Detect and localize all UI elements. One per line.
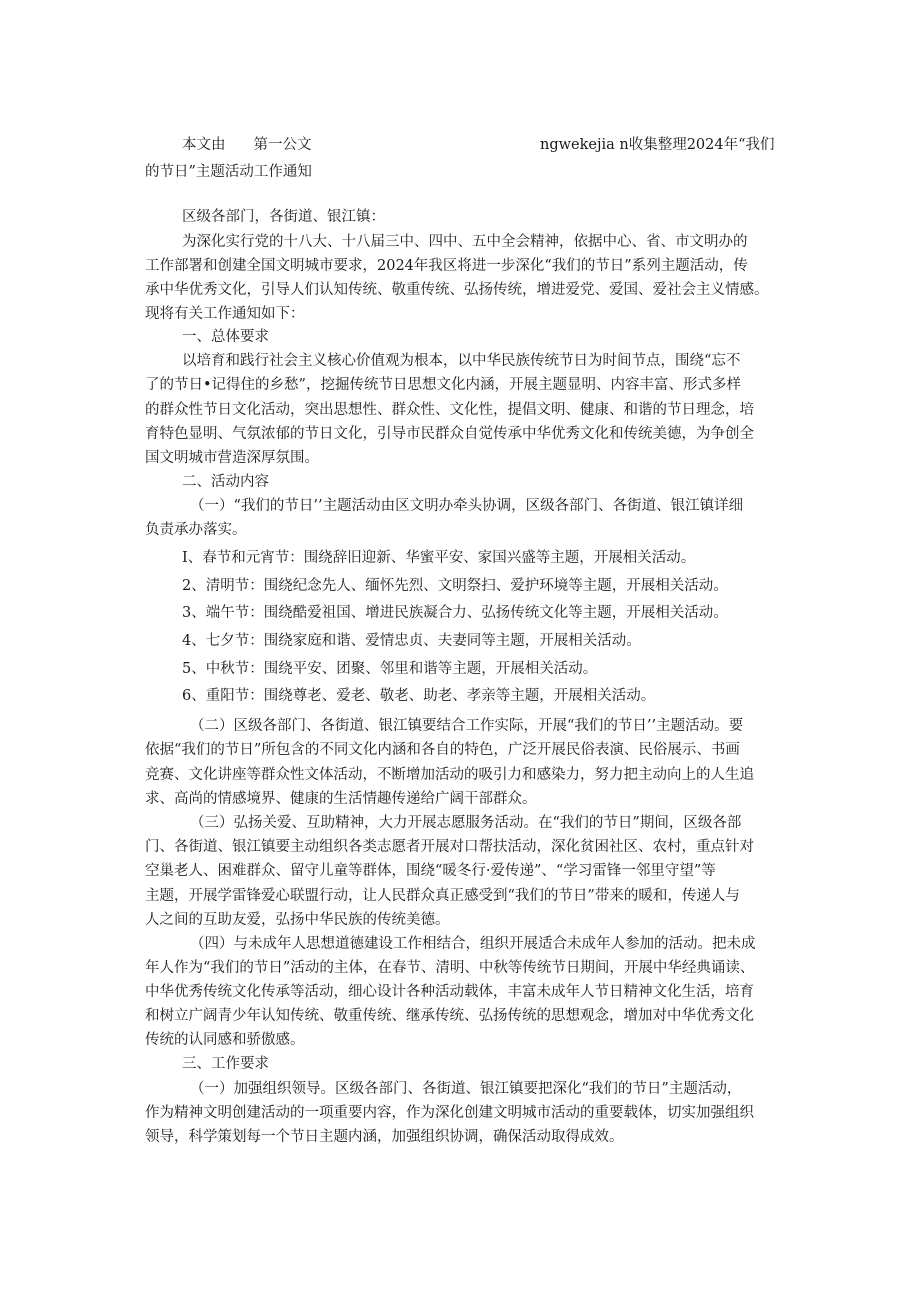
festival-item: 3、端午节：围绕酷爱祖国、增进民族凝合力、弘扬传统文化等主题，开展相关活动。: [182, 605, 728, 621]
salutation: 区级各部门，各街道、银江镇：: [182, 209, 385, 225]
section-heading: 二、活动内容: [182, 474, 269, 490]
intro-line: 现将有关工作通知如下：: [145, 306, 305, 322]
paragraph-line: 求、高尚的情感境界、健康的生活情趣传递给广阔干部群众。: [145, 791, 537, 807]
header-prefix: 本文由: [182, 137, 226, 153]
paragraph-line: 年人作为“我们的节日”活动的主体，在春节、清明、中秋等传统节日期间，开展中华经典诵读、: [145, 960, 755, 976]
festival-item: 5、中秋节：围绕平安、团聚、邻里和谐等主题，开展相关活动。: [182, 661, 598, 677]
paragraph-line: 传统的认同感和骄傲感。: [145, 1032, 305, 1048]
festival-item: 4、七夕节：围绕家庭和谐、爱情忠贞、夫妻同等主题，开展相关活动。: [182, 633, 641, 649]
paragraph-line: 和树立广阔青少年认知传统、敬重传统、继承传统、弘扬传统的思想观念，增加对中华优秀文化: [145, 1008, 754, 1024]
paragraph-line: 领导，科学策划每一个节日主题内涵，加强组织协调，确保活动取得成效。: [145, 1129, 624, 1145]
paragraph-line: （一）“我们的节日’’主题活动由区文明办牵头协调，区级各部门、各街道、银江镇详细: [190, 498, 744, 514]
document-title-line: 的节日”主题活动工作通知: [145, 164, 312, 180]
paragraph-line: 负责承办落实。: [145, 522, 247, 538]
paragraph-line: 育特色显明、气氛浓郁的节日文化，引导市民群众自觉传承中华优秀文化和传统美德，为争创全: [145, 426, 754, 442]
document-header-left: [182, 135, 312, 155]
paragraph-line: 空巢老人、困难群众、留守儿童等群体，围绕“暖冬行·爱传递”、“学习雷锋一邻里守望”等: [145, 863, 716, 879]
section-heading: 一、总体要求: [182, 329, 269, 345]
paragraph-line: （四）与未成年人思想道德建设工作相结合，组织开展适合未成年人参加的活动。把未成: [190, 936, 756, 952]
header-source: 第一公文: [253, 137, 312, 153]
festival-item: I、春节和元宵节：围绕辞旧迎新、华蜜平安、家国兴盛等主题，开展相关活动。: [182, 550, 696, 566]
festival-item: 6、重阳节：围绕尊老、爱老、敬老、助老、孝亲等主题，开展相关活动。: [182, 688, 656, 704]
paragraph-line: 主题，开展学雷锋爱心联盟行动，让人民群众真正感受到“我们的节日”带来的暖和，传递人与: [145, 888, 740, 904]
paragraph-line: 门、各街道、银江镇要主动组织各类志愿者开展对口帮扶活动，深化贫困社区、农村，重点针对: [145, 839, 754, 855]
paragraph-line: 国文明城市营造深厚氛围。: [145, 450, 319, 466]
paragraph-line: （三）弘扬关爱、互助精神，大力开展志愿服务活动。在“我们的节日”期间，区级各部: [190, 815, 742, 831]
paragraph-line: （二）区级各部门、各街道、银江镇要结合工作实际，开展“我们的节日’’主题活动。要: [190, 718, 744, 734]
document-header-right: ngwekejia n收集整理2024年“我们: [540, 137, 775, 153]
paragraph-line: 依据“我们的节日”所包含的不同文化内涵和各自的特色，广泛开展民俗表演、民俗展示、书画: [145, 742, 740, 758]
paragraph-line: 竞赛、文化讲座等群众性文体活动，不断增加活动的吸引力和感染力，努力把主动向上的人生追: [145, 767, 754, 783]
intro-line: 承中华优秀文化，引导人们认知传统、敬重传统、弘扬传统，增进爱党、爱国、爱社会主义情感。: [145, 282, 769, 298]
paragraph-line: 人之间的互助友爱，弘扬中华民族的传统美德。: [145, 912, 450, 928]
paragraph-line: 中华优秀传统文化传承等活动，细心设计各种活动载体，丰富未成年人节日精神文化生活，培育: [145, 984, 754, 1000]
intro-line: 工作部署和创建全国文明城市要求，2024年我区将进一步深化“我们的节日”系列主题活动，传: [145, 258, 748, 274]
festival-item: 2、清明节：围绕纪念先人、缅怀先烈、文明祭扫、爱护环境等主题，开展相关活动。: [182, 578, 728, 594]
paragraph-line: 以培育和践行社会主义核心价值观为根本，以中华民族传统节日为时间节点，围绕“忘不: [182, 353, 741, 369]
paragraph-line: 的群众性节日文化活动，突出思想性、群众性、文化性，提倡文明、健康、和谐的节日理念，培: [145, 402, 754, 418]
paragraph-line: 作为精神文明创建活动的一项重要内容，作为深化创建文明城市活动的重要载体，切实加强组织: [145, 1105, 754, 1121]
paragraph-line: （一）加强组织领导。区级各部门、各街道、银江镇要把深化“我们的节日”主题活动，: [190, 1081, 742, 1097]
paragraph-line: 了的节日•记得住的乡愁”，挖掘传统节日思想文化内涵，开展主题显明、内容丰富、形式多样: [145, 377, 741, 393]
intro-line: 为深化实行党的十八大、十八届三中、四中、五中全会精神，依据中心、省、市文明办的: [182, 234, 748, 250]
section-heading: 三、工作要求: [182, 1056, 269, 1072]
